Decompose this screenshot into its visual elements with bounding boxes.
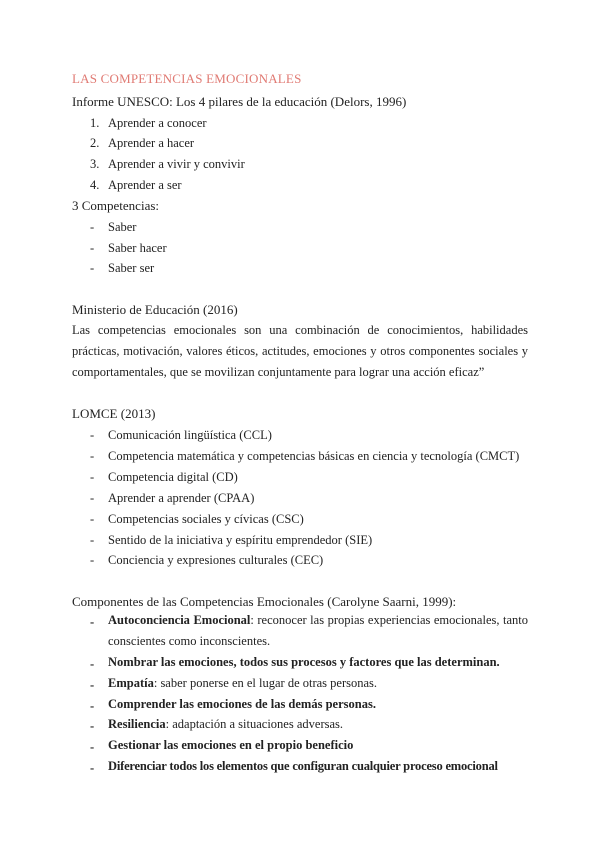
ministerio-heading: Ministerio de Educación (2016) — [72, 302, 238, 317]
list-number: 4. — [90, 178, 100, 192]
term-bold: Diferenciar todos los elementos que configuran cualquier proceso emocional — [108, 759, 498, 773]
dash-bullet: - — [90, 241, 95, 255]
dash-bullet: - — [90, 657, 95, 671]
list-number: 1. — [90, 116, 100, 130]
list-item: Sentido de la iniciativa y espíritu emprendedor (SIE) — [108, 533, 373, 547]
list-item: Aprender a conocer — [108, 116, 207, 130]
term-description: : reconocer las propias experiencias emocionales, tanto conscientes como inconscientes. — [108, 613, 528, 648]
list-item: Comunicación lingüística (CCL) — [108, 428, 272, 442]
list-item: Aprender a ser — [108, 178, 182, 192]
dash-bullet: - — [90, 491, 95, 505]
dash-bullet: - — [90, 719, 95, 733]
term-bold: Autoconciencia Emocional — [108, 613, 251, 627]
competencias-heading: 3 Competencias: — [72, 198, 160, 213]
dash-bullet: - — [90, 761, 95, 775]
list-number: 2. — [90, 136, 100, 150]
dash-bullet: - — [90, 533, 95, 547]
list-item — [108, 652, 528, 673]
dash-bullet: - — [90, 512, 95, 526]
term-bold: Resiliencia — [108, 717, 166, 731]
dash-bullet: - — [90, 615, 95, 629]
list-item: Conciencia y expresiones culturales (CEC) — [108, 553, 324, 567]
list-item: Aprender a hacer — [108, 136, 195, 150]
dash-bullet: - — [90, 220, 95, 234]
list-item: Saber — [108, 220, 137, 234]
list-item: Saber ser — [108, 261, 155, 275]
list-item: Competencias sociales y cívicas (CSC) — [108, 512, 304, 526]
ministerio-paragraph: Las competencias emocionales son una combinación de conocimientos, habilidades prácticas, motivación, valores éticos, actitudes, emociones y otros componentes sociales y comportamentales, que se movilizan conjuntamente para lograr una acción eficaz” — [72, 323, 528, 379]
list-item — [108, 673, 528, 694]
list-item — [108, 694, 528, 715]
list-item — [108, 756, 528, 777]
list-item: Aprender a vivir y convivir — [108, 157, 245, 171]
dash-bullet: - — [90, 470, 95, 484]
dash-bullet: - — [90, 699, 95, 713]
dash-bullet: - — [90, 449, 95, 463]
dash-bullet: - — [90, 261, 95, 275]
list-item — [108, 735, 528, 756]
unesco-heading: Informe UNESCO: Los 4 pilares de la educación (Delors, 1996) — [72, 94, 407, 109]
list-item: Competencia matemática y competencias básicas en ciencia y tecnología (CMCT) — [108, 449, 520, 463]
term-bold: Comprender las emociones de las demás personas. — [108, 697, 376, 711]
term-bold: Empatía — [108, 676, 154, 690]
dash-bullet: - — [90, 428, 95, 442]
dash-bullet: - — [90, 740, 95, 754]
term-description: : adaptación a situaciones adversas. — [165, 717, 344, 731]
lomce-heading: LOMCE (2013) — [72, 406, 156, 421]
list-number: 3. — [90, 157, 100, 171]
componentes-heading: Componentes de las Competencias Emocionales (Carolyne Saarni, 1999): — [72, 594, 457, 609]
list-item: Competencia digital (CD) — [108, 470, 238, 484]
page-title: LAS COMPETENCIAS EMOCIONALES — [72, 71, 302, 86]
list-item — [108, 610, 528, 652]
list-item: Aprender a aprender (CPAA) — [108, 491, 255, 505]
list-item — [108, 714, 528, 735]
list-item: Saber hacer — [108, 241, 167, 255]
term-bold: Nombrar las emociones, todos sus procesos y factores que las determinan. — [108, 655, 500, 669]
dash-bullet: - — [90, 553, 95, 567]
term-description: : saber ponerse en el lugar de otras personas. — [153, 676, 378, 690]
term-bold: Gestionar las emociones en el propio beneficio — [108, 738, 354, 752]
dash-bullet: - — [90, 678, 95, 692]
